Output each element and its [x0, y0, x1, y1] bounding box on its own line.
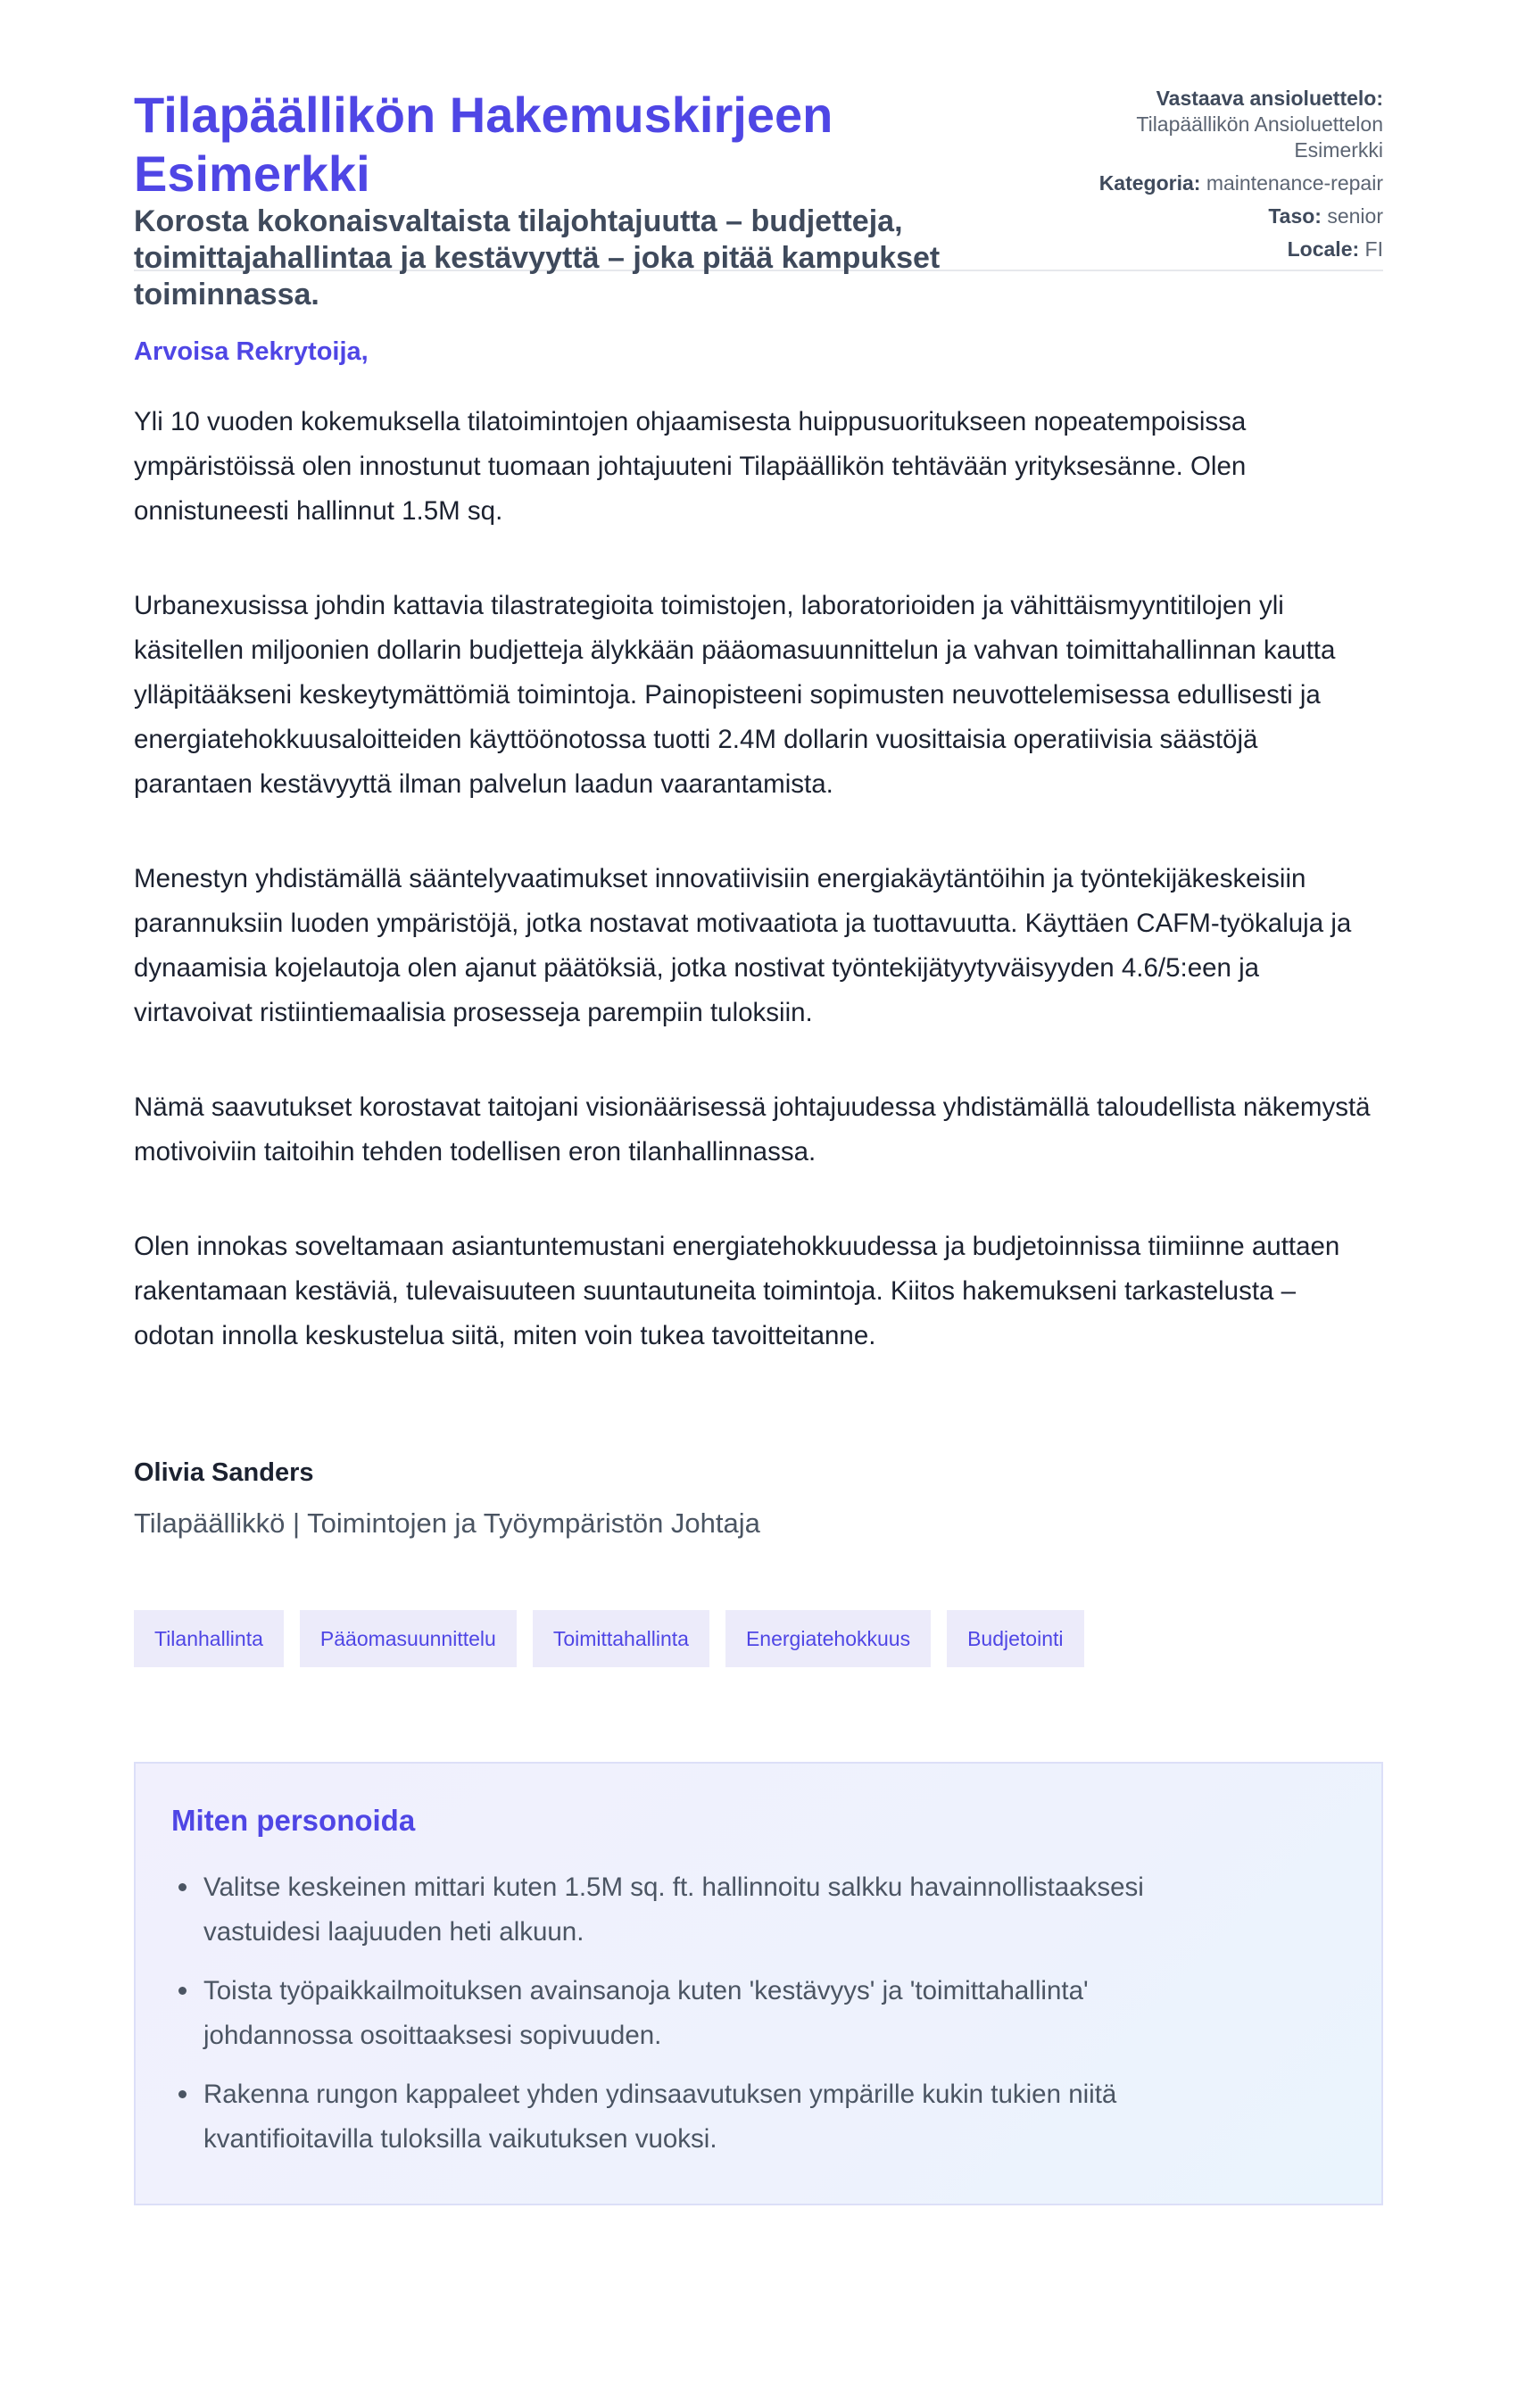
tip-text: Valitse keskeinen mittari kuten 1.5M sq. ft. hallinnoitu salkku havainnollistaaksesi vastuidesi laajuuden heti alkuun.: [203, 1872, 1144, 1947]
tip-item: [203, 2072, 1346, 2162]
meta-resume-value[interactable]: Tilapäällikön Ansioluettelon Esimerkki: [1136, 112, 1383, 162]
meta-level: [1080, 203, 1383, 229]
personalization-tips-box: [134, 1762, 1383, 2205]
meta-locale-label: Locale:: [1287, 237, 1360, 261]
meta-level-label: Taso:: [1268, 204, 1322, 228]
skill-tag[interactable]: Energiatehokkuus: [725, 1610, 931, 1667]
letter-paragraph: Urbanexusissa johdin kattavia tilastrategioita toimistojen, laboratorioiden ja vähittäismyyntitilojen yli käsitellen miljoonien dollarin budjetteja älykkään pääomasuunnittelun ja vahvan toimittahallinnan kautta ylläpitääkseni keskeytymättömiä toimintoja. Painopisteeni sopimusten neuvottelemisessa edullisesti ja energiatehokkuusaloitteiden käyttöönotossa tuotti 2.4M dollarin vuosittaisia operatiivisia säästöjä parantaen kestävyyttä ilman palvelun laadun vaarantamista.: [134, 591, 1336, 799]
skill-tag[interactable]: Budjetointi: [947, 1610, 1083, 1667]
tips-list: [171, 1865, 1346, 2162]
tips-title: Miten personoida: [171, 1804, 416, 1837]
skill-tag[interactable]: Toimittahallinta: [533, 1610, 709, 1667]
document-header: [134, 0, 1383, 311]
meta-locale-value: FI: [1364, 237, 1383, 261]
bullet-icon: [178, 2090, 187, 2098]
tip-text: Rakenna rungon kappaleet yhden ydinsaavutuksen ympärille kukin tukien niitä kvantifioitavilla tuloksilla vaikutuksen vuoksi.: [203, 2080, 1117, 2154]
letter-paragraph: Nämä saavutukset korostavat taitojani visionäärisessä johtajuudessa yhdistämällä taloudellista näkemystä motivoiviin taitoihin tehden todellisen eron tilanhallinnassa.: [134, 1092, 1371, 1167]
signature-name: Olivia Sanders: [134, 1458, 314, 1487]
skill-tag[interactable]: Pääomasuunnittelu: [300, 1610, 517, 1667]
bullet-icon: [178, 1987, 187, 1995]
page-title: Tilapäällikön Hakemuskirjeen Esimerkki: [134, 87, 833, 202]
tip-item: [203, 1865, 1346, 1955]
meta-locale: [1080, 237, 1383, 262]
letter-paragraph: Olen innokas soveltamaan asiantuntemustani energiatehokkuudessa ja budjetoinnissa tiimiinne auttaen rakentamaan kestäviä, tulevaisuuteen suuntautuneita toimintoja. Kiitos hakemukseni tarkastelusta – odotan innolla keskustelua siitä, miten voin tukea tavoitteitanne.: [134, 1232, 1340, 1350]
tip-text: Toista työpaikkailmoituksen avainsanoja kuten 'kestävyys' ja 'toimittahallinta' johdannossa osoittaaksesi sopivuuden.: [203, 1976, 1089, 2050]
tip-item: [203, 1969, 1346, 2058]
bullet-icon: [178, 1883, 187, 1891]
signature-title: Tilapäällikkö | Toimintojen ja Työympäristön Johtaja: [134, 1507, 760, 1539]
meta-category-label: Kategoria:: [1098, 171, 1201, 195]
meta-category: [1080, 170, 1383, 196]
metadata-panel: [1080, 86, 1383, 270]
meta-resume: [1080, 86, 1383, 163]
skill-tags: [134, 1610, 1383, 1667]
letter-body: [134, 334, 1383, 1542]
letter-paragraph: Menestyn yhdistämällä sääntelyvaatimukset innovatiivisiin energiakäytäntöihin ja työntekijäkeskeisiin parannuksiin luoden ympäristöjä, jotka nostavat motivaatiota ja tuottavuutta. Käyttäen CAFM-työkaluja ja dynaamisia kojelautoja olen ajanut päätöksiä, jotka nostivat työntekijätyytyväisyyden 4.6/5:een ja virtavoivat ristiintiemaalisia prosesseja parempiin tuloksiin.: [134, 864, 1352, 1027]
meta-resume-label: Vastaava ansioluettelo:: [1156, 87, 1383, 110]
skill-tag[interactable]: Tilanhallinta: [134, 1610, 284, 1667]
letter-paragraph: Yli 10 vuoden kokemuksella tilatoimintojen ohjaamisesta huippusuoritukseen nopeatempoisissa ympäristöissä olen innostunut tuomaan johtajuuteni Tilapäällikön tehtävään yrityksesänne. Olen onnistuneesti hallinnut 1.5M sq.: [134, 407, 1247, 526]
meta-level-value: senior: [1327, 204, 1383, 228]
meta-category-value: maintenance-repair: [1206, 171, 1383, 195]
salutation: Arvoisa Rekrytoija,: [134, 337, 369, 366]
page-subtitle: Korosta kokonaisvaltaista tilajohtajuutta – budjetteja, toimittajahallintaa ja kestävyyttä – joka pitää kampukset toiminnassa.: [134, 204, 941, 311]
